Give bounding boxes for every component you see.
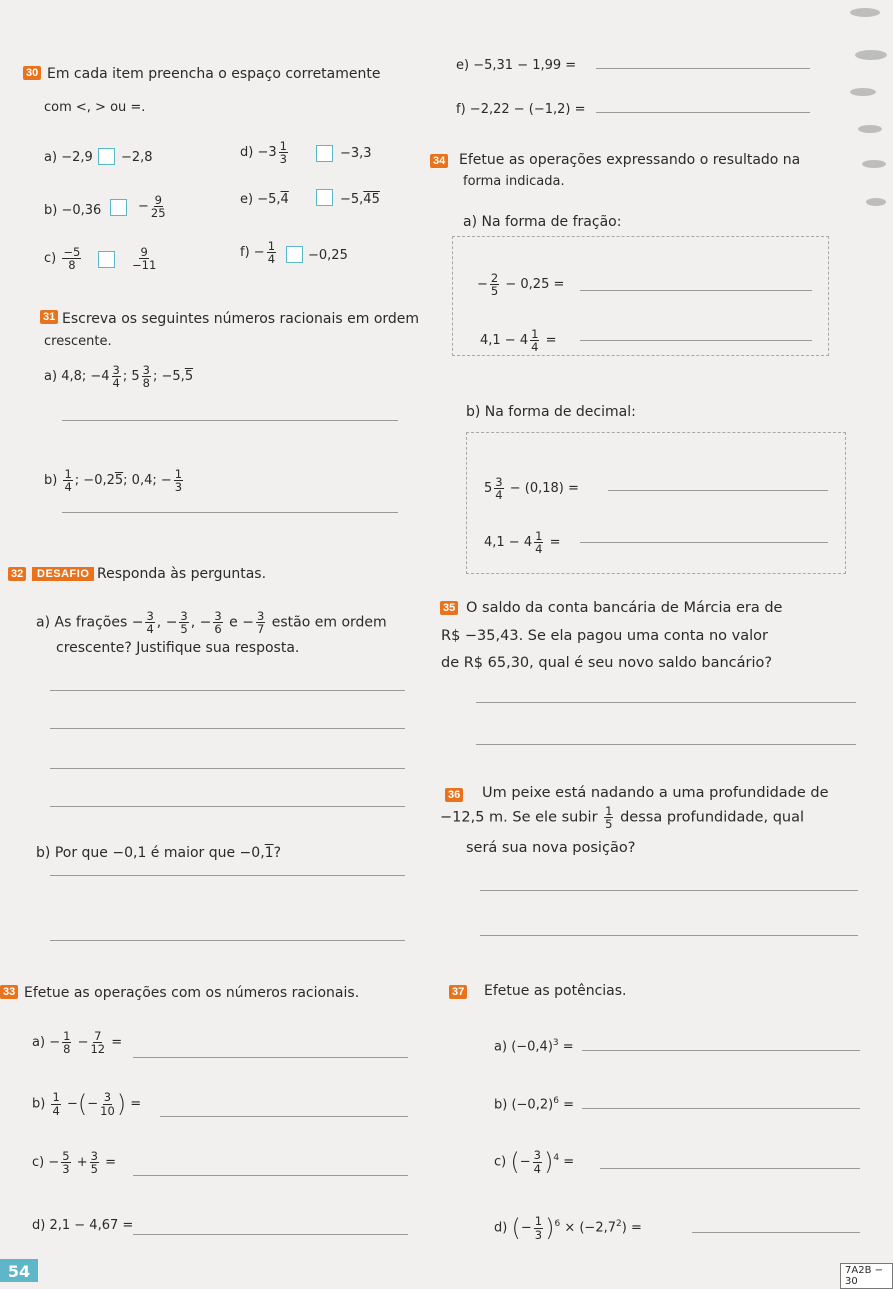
q37-a: a) $(-0,4)^3$ = <box>494 1038 574 1055</box>
margin-scribble <box>866 198 886 206</box>
q30-b: b) −0,36 <box>44 203 102 218</box>
question-number: 33 <box>0 985 18 999</box>
page-code: 7A2B − 30 <box>840 1263 893 1289</box>
q31-intro: Escreva os seguintes números racionais em ordem <box>62 311 420 327</box>
q30-e-right: −5,45 <box>340 192 380 207</box>
margin-scribble <box>855 50 887 60</box>
answer-line[interactable] <box>62 512 398 513</box>
comparison-box-f[interactable] <box>286 246 303 263</box>
q32-a: a) As frações − $\frac{3}{4}$ , − $\frac{3}{5}$ , − $\frac{3}{6}$ e − $\frac{3}{7}$ estão em ordem <box>36 609 387 637</box>
q32-b: b) Por que −0,1 é maior que −0,1? <box>36 845 282 861</box>
q31-a: a) 4,8; −4 $\frac{3}{4}$ ; 5 $\frac{3}{8}$ ; −5,5 <box>44 363 194 391</box>
answer-line[interactable] <box>480 890 858 891</box>
answer-line[interactable] <box>476 702 856 703</box>
margin-scribble <box>858 125 882 133</box>
answer-line[interactable] <box>692 1232 860 1233</box>
q30-intro: Em cada item preencha o espaço corretamente <box>47 66 381 82</box>
answer-line[interactable] <box>133 1234 408 1235</box>
challenge-tag: DESAFIO <box>32 567 94 581</box>
answer-line[interactable] <box>580 340 812 341</box>
answer-line[interactable] <box>596 68 810 69</box>
q34-a2: 4,1 − 4 $\frac{1}{4}$ = <box>480 327 557 355</box>
q30-c-right: $\frac{9}{-11}$ <box>132 245 157 273</box>
question-number: 36 <box>445 788 463 802</box>
q34-a-title: a) Na forma de fração: <box>463 214 622 230</box>
answer-line[interactable] <box>582 1108 860 1109</box>
answer-line[interactable] <box>50 875 405 876</box>
page-number: 54 <box>0 1259 38 1282</box>
answer-line[interactable] <box>50 690 405 691</box>
q34-a1: − $\frac{2}{5}$ − 0,25 = <box>477 271 565 299</box>
margin-scribble <box>850 88 876 96</box>
answer-line[interactable] <box>50 728 405 729</box>
q33-intro: Efetue as operações com os números racionais. <box>24 985 360 1001</box>
q34-intro-2: forma indicada. <box>463 174 565 189</box>
q34-b1: 5 $\frac{3}{4}$ − (0,18) = <box>484 475 579 503</box>
q34-e: e) −5,31 − 1,99 = <box>456 58 577 73</box>
q36-line1: Um peixe está nadando a uma profundidade de <box>482 785 829 801</box>
q32-a-2: crescente? Justifique sua resposta. <box>56 640 300 656</box>
answer-line[interactable] <box>50 806 405 807</box>
answer-line[interactable] <box>580 290 812 291</box>
q30-d: d) −3 $\frac{1}{3}$ <box>240 139 287 167</box>
answer-line[interactable] <box>50 940 405 941</box>
q35-line3: de R$ 65,30, qual é seu novo saldo bancário? <box>441 655 773 671</box>
comparison-box-e[interactable] <box>316 189 333 206</box>
q30-a-right: −2,8 <box>121 150 153 165</box>
q33-d: d) 2,1 − 4,67 = <box>32 1218 134 1233</box>
q37-d: d) (− $\frac{1}{3}$ )$^6 \times (-2,7^2)$ = <box>494 1214 642 1242</box>
q31-intro-2: crescente. <box>44 334 112 349</box>
q34-b-title: b) Na forma de decimal: <box>466 404 636 420</box>
answer-line[interactable] <box>133 1057 408 1058</box>
answer-line[interactable] <box>480 935 858 936</box>
q30-f-right: −0,25 <box>308 248 348 263</box>
answer-line[interactable] <box>133 1175 408 1176</box>
q32-title: Responda às perguntas. <box>97 566 267 582</box>
q30-a: a) −2,9 <box>44 150 93 165</box>
answer-line[interactable] <box>596 112 810 113</box>
q34-f: f) −2,22 − (−1,2) = <box>456 102 586 117</box>
q37-intro: Efetue as potências. <box>484 983 627 999</box>
q35-line1: O saldo da conta bancária de Márcia era de <box>466 600 783 616</box>
question-number: 31 <box>40 310 58 324</box>
question-number: 34 <box>430 154 448 168</box>
q30-b-right: − $\frac{9}{25}$ <box>138 193 166 221</box>
q30-f: f) − $\frac{1}{4}$ <box>240 239 276 267</box>
question-number: 37 <box>449 985 467 999</box>
q33-a: a) − $\frac{1}{8}$ − $\frac{7}{12}$ = <box>32 1029 123 1057</box>
margin-scribble <box>850 8 880 17</box>
q30-d-right: −3,3 <box>340 146 372 161</box>
comparison-box-c[interactable] <box>98 251 115 268</box>
answer-line[interactable] <box>608 490 828 491</box>
q36-line3: será sua nova posição? <box>466 840 636 856</box>
margin-scribble <box>862 160 886 168</box>
answer-line[interactable] <box>62 420 398 421</box>
q37-c: c) (− $\frac{3}{4}$ )$^4$ = <box>494 1148 575 1176</box>
q31-b: b) $\frac{1}{4}$ ; −0,25; 0,4; − $\frac{1}{3}$ <box>44 467 183 495</box>
q35-line2: R$ −35,43. Se ela pagou uma conta no valor <box>441 628 768 644</box>
q30-e: e) −5,4 <box>240 192 289 207</box>
q33-c: c) − $\frac{5}{3}$ + $\frac{3}{5}$ = <box>32 1149 117 1177</box>
item-label: a) <box>44 150 58 165</box>
q34-intro: Efetue as operações expressando o resultado na <box>459 152 801 168</box>
question-number: 30 <box>23 66 41 80</box>
answer-line[interactable] <box>476 744 856 745</box>
q36-line2: −12,5 m. Se ele subir $\frac{1}{5}$ dessa profundidade, qual <box>440 804 804 832</box>
answer-line[interactable] <box>160 1116 408 1117</box>
question-number: 35 <box>440 601 458 615</box>
q37-b: b) $(-0,2)^6$ = <box>494 1096 574 1113</box>
q33-b: b) $\frac{1}{4}$ −(− $\frac{3}{10}$ ) = <box>32 1090 142 1118</box>
comparison-box-b[interactable] <box>110 199 127 216</box>
q34-b2: 4,1 − 4 $\frac{1}{4}$ = <box>484 529 561 557</box>
question-number: 32 <box>8 567 26 581</box>
answer-line[interactable] <box>50 768 405 769</box>
answer-line[interactable] <box>582 1050 860 1051</box>
q30-intro-2: com <, > ou =. <box>44 100 146 115</box>
answer-line[interactable] <box>600 1168 860 1169</box>
answer-line[interactable] <box>580 542 828 543</box>
comparison-box-d[interactable] <box>316 145 333 162</box>
q30-c: c) $\frac{-5}{8}$ <box>44 245 81 273</box>
comparison-box-a[interactable] <box>98 148 115 165</box>
